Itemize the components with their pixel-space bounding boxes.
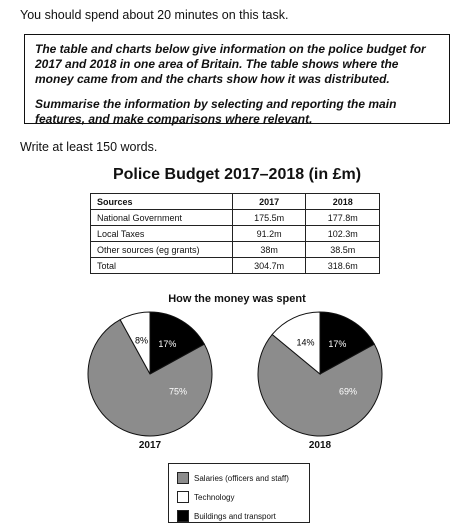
- legend-label: Buildings and transport: [194, 511, 276, 521]
- table-title: Police Budget 2017–2018 (in £m): [112, 166, 362, 183]
- table-cell: 91.2m: [232, 226, 306, 242]
- legend-label: Salaries (officers and staff): [194, 473, 289, 483]
- legend-label: Technology: [194, 492, 235, 502]
- pie-slice-label: 75%: [168, 386, 188, 397]
- budget-table: [90, 193, 380, 274]
- task-description: The table and charts below give information on the police budget for 2017 and 2018 in one area of Britain. The table shows where the money came from and the charts show how it was distributed.: [35, 42, 426, 86]
- table-header-row: [91, 194, 380, 210]
- legend-swatch: [177, 491, 189, 503]
- pie-slice-label: 14%: [296, 337, 315, 348]
- table-cell: Other sources (eg grants): [91, 242, 233, 258]
- table-cell: Local Taxes: [91, 226, 233, 242]
- pie-slice-label: 8%: [135, 335, 149, 346]
- table-cell: 304.7m: [232, 258, 306, 274]
- table-cell: 175.5m: [232, 210, 306, 226]
- table-cell: 318.6m: [306, 258, 380, 274]
- legend-item: [177, 508, 309, 524]
- legend-swatch: [177, 510, 189, 522]
- pie-slice-label: 17%: [328, 339, 347, 350]
- table-cell: 38.5m: [306, 242, 380, 258]
- pie-slice-label: 69%: [338, 386, 358, 397]
- task-instruction: Summarise the information by selecting and reporting the main features, and make comparisons where relevant.: [35, 97, 397, 126]
- task-time-instruction: You should spend about 20 minutes on this task.: [20, 8, 289, 22]
- word-count-instruction: Write at least 150 words.: [20, 140, 158, 154]
- pie-year-label: 2017: [138, 440, 162, 451]
- table-cell: 38m: [232, 242, 306, 258]
- table-row: [91, 258, 380, 274]
- table-row: [91, 242, 380, 258]
- pie-charts: [0, 300, 474, 460]
- task-prompt-box: [24, 34, 450, 124]
- table-cell: Total: [91, 258, 233, 274]
- table-cell: 102.3m: [306, 226, 380, 242]
- pie-year-label: 2018: [308, 440, 332, 451]
- legend-swatch: [177, 472, 189, 484]
- table-header-cell: 2018: [306, 194, 380, 210]
- table-cell: 177.8m: [306, 210, 380, 226]
- table-row: [91, 226, 380, 242]
- pie-charts-title: How the money was spent: [168, 293, 306, 305]
- legend-item: [177, 470, 309, 486]
- table-cell: National Government: [91, 210, 233, 226]
- legend-item: [177, 489, 309, 505]
- pie-slice-label: 17%: [158, 339, 177, 350]
- table-header-cell: Sources: [91, 194, 233, 210]
- table-header-cell: 2017: [232, 194, 306, 210]
- pie-legend: [168, 463, 310, 523]
- table-row: [91, 210, 380, 226]
